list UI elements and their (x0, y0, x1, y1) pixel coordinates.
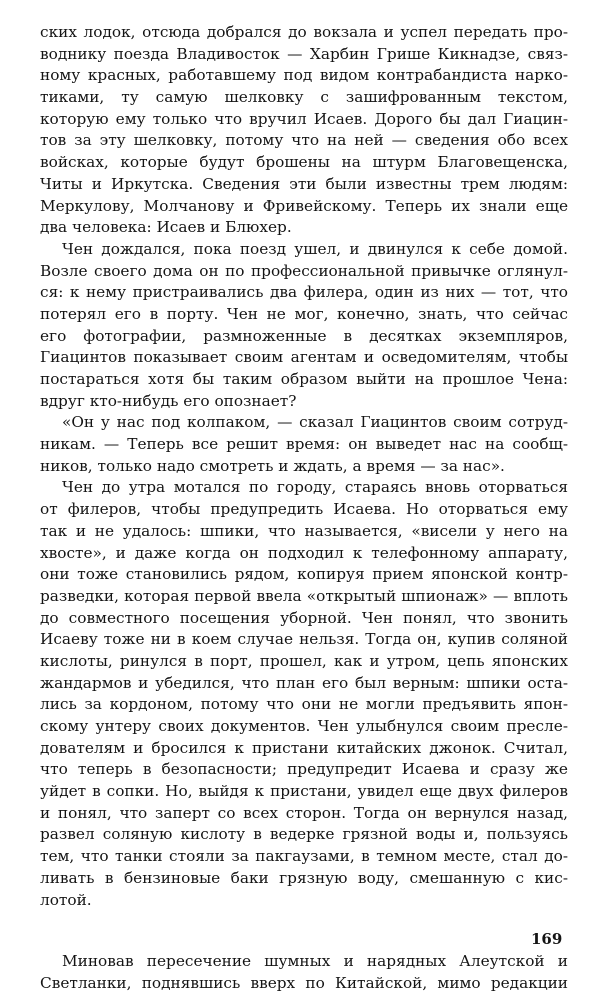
text-line: вдруг кто-нибудь его опознает? (40, 391, 297, 410)
text-line: и понял, что заперт со всех сторон. Тогда он вернулся назад, (40, 803, 568, 822)
text-body (40, 22, 568, 995)
text-line: никам. — Теперь все решит время: он выведет нас на сообщ- (40, 435, 568, 454)
text-line: разведки, которая первой ввела «открытый шпионаж» — вплоть (40, 586, 568, 605)
text-line: лись за кордоном, потому что они не могли предъявить япон- (40, 695, 568, 714)
text-line: тов за эту шелковку, потому что на ней — сведения обо всех (40, 131, 568, 150)
text-line: ников, только надо смотреть и ждать, а время — за нас». (40, 456, 505, 475)
text-line: они тоже становились рядом, копируя прием японской контр- (40, 565, 568, 584)
text-line: Читы и Иркутска. Сведения эти были известны трем людям: (40, 174, 568, 193)
text-line: Меркулову, Молчанову и Фривейскому. Теперь их знали еще (40, 196, 568, 215)
text-line: от филеров, чтобы предупредить Исаева. Но оторваться ему (40, 500, 568, 519)
paragraph (40, 477, 568, 911)
text-line: кислоты, ринулся в порт, прошел, как и утром, цепь японских (40, 651, 568, 670)
text-line: что теперь в безопасности; предупредит Исаева и сразу же (40, 760, 568, 779)
text-line: Миновав пересечение шумных и нарядных Алеутской и (62, 952, 568, 971)
text-line: тем, что танки стояли за пакгаузами, в темном месте, стал до- (40, 847, 568, 866)
text-line: хвосте», и даже когда он подходил к телефонному аппарату, (40, 543, 568, 562)
paragraph (40, 951, 568, 994)
paragraph (40, 239, 568, 413)
text-line: Гиацинтов показывает своим агентам и осведомителям, чтобы (40, 348, 568, 367)
text-line: ся: к нему пристраивались два филера, один из них — тот, что (40, 283, 568, 302)
text-line: жандармов и убедился, что план его был верным: шпики оста- (40, 673, 568, 692)
paragraph (40, 22, 568, 239)
text-line: скому унтеру своих документов. Чен улыбнулся своим пресле- (40, 717, 568, 735)
page-number: 169 (531, 930, 563, 948)
text-line: тиками, ту самую шелковку с зашифрованным текстом, (40, 88, 568, 107)
text-line: потерял его в порту. Чен не мог, конечно, знать, что сейчас (40, 304, 568, 323)
text-line: так и не удалось: шпики, что называется, «висели у него на (40, 521, 568, 540)
text-line: ских лодок, отсюда добрался до вокзала и успел передать про- (40, 23, 568, 41)
text-line: уйдет в сопки. Но, выйдя к пристани, увидел еще двух филеров (40, 782, 568, 801)
text-line: дователям и бросился к пристани китайских джонок. Считал, (40, 738, 568, 757)
text-line: до совместного посещения уборной. Чен понял, что звонить (40, 608, 568, 627)
text-line: два человека: Исаев и Блюхер. (40, 218, 292, 237)
text-line: постараться хотя бы таким образом выйти на прошлое Чена: (40, 370, 568, 388)
text-line: Чен дождался, пока поезд ушел, и двинулся к себе домой. (62, 239, 568, 258)
text-line: «Он у нас под колпаком, — сказал Гиацинтов своим сотруд- (62, 413, 568, 432)
text-line: ному красных, работавшему под видом контрабандиста нарко- (40, 66, 568, 85)
paragraph (40, 412, 568, 477)
text-line: войсках, которые будут брошены на штурм Благовещенска, (40, 153, 568, 172)
text-line: лотой. (40, 890, 92, 909)
text-line: Исаеву тоже ни в коем случае нельзя. Тогда он, купив соляной (40, 630, 568, 649)
text-line: Светланки, поднявшись вверх по Китайской, мимо редакции (40, 973, 568, 992)
text-line: его фотографии, размноженные в десятках экземпляров, (40, 326, 568, 345)
text-line: которую ему только что вручил Исаев. Дорого бы дал Гиацин- (40, 109, 568, 128)
text-line: Чен до утра мотался по городу, стараясь вновь оторваться (62, 478, 568, 497)
text-line: ливать в бензиновые баки грязную воду, смешанную с кис- (40, 868, 568, 887)
text-line: воднику поезда Владивосток — Харбин Грише Кикнадзе, связ- (40, 44, 568, 63)
section-break (40, 911, 568, 951)
text-line: развел соляную кислоту в ведерке грязной воды и, пользуясь (40, 825, 568, 844)
text-line: Возле своего дома он по профессиональной привычке оглянул- (40, 261, 568, 280)
